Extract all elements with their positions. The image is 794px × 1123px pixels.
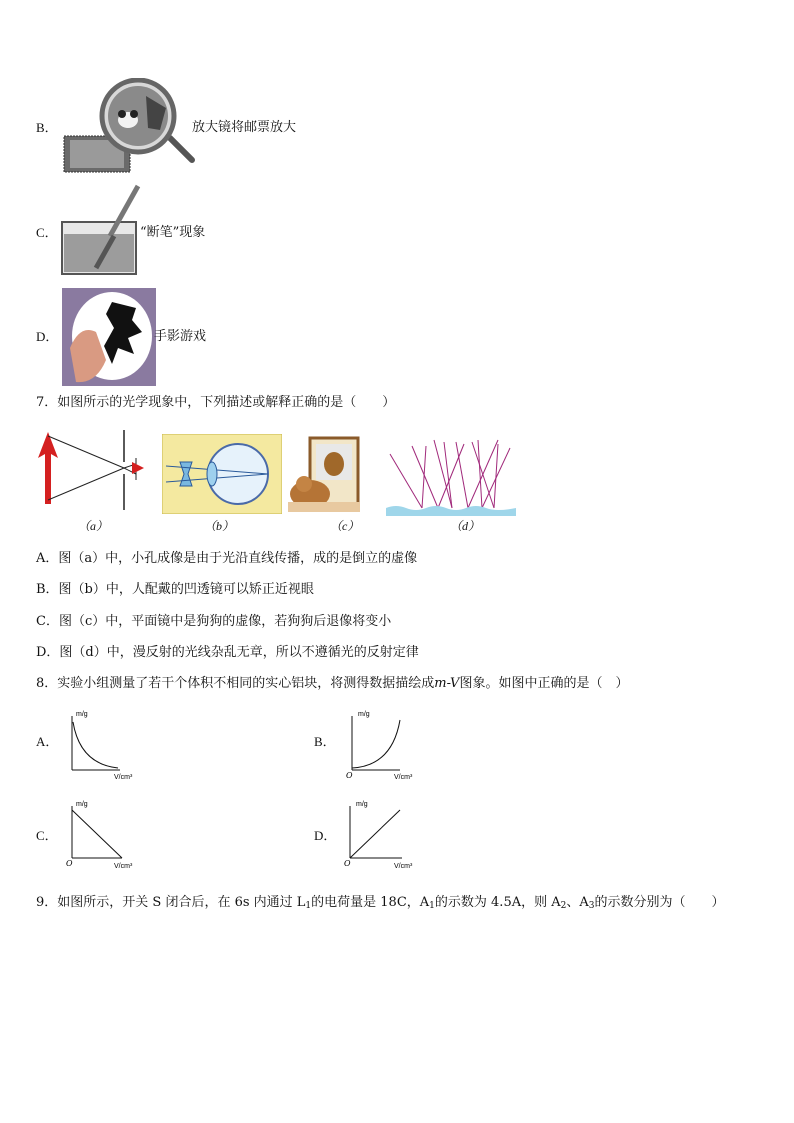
q9-text-5: 的示数分别为（ ） (594, 895, 725, 910)
rough-surface (386, 506, 516, 516)
q8-option-b-letter: B． (314, 734, 336, 749)
figure-a-caption: （a） (78, 519, 109, 533)
figure-d-diffuse-reflection (386, 436, 516, 516)
q8-option-a-letter: A． (36, 734, 59, 749)
graph-c-xlabel: V/cm³ (114, 863, 133, 870)
q9-sub-1: 1 (305, 901, 312, 911)
q6-option-d-text: 手影游戏 (154, 329, 207, 344)
graph-d-origin: O (344, 859, 351, 868)
q9-text-4: 、A (566, 895, 589, 910)
q8-option-c-letter: C． (36, 828, 58, 843)
figure-c-dog-mirror (288, 436, 360, 514)
graph-c-origin: O (66, 859, 73, 868)
magnifier-handle (170, 138, 192, 160)
q6-option-b-text: 放大镜将邮票放大 (192, 120, 297, 135)
q9-stem (36, 894, 725, 915)
graph-b-xlabel: V/cm³ (394, 774, 413, 781)
q6-option-d-letter: D． (36, 329, 59, 344)
q6-option-b-letter: B． (36, 120, 58, 135)
graph-a-ylabel: m/g (76, 711, 88, 718)
q7-option-d: D．图（d）中，漫反射的光线杂乱无章，所以不遵循光的反射定律 (36, 645, 419, 660)
q7-option-c: C．图（c）中，平面镜中是狗狗的虚像，若狗狗后退像将变小 (36, 614, 392, 629)
graph-b-origin: O (346, 771, 353, 780)
q8-stem-suffix: 图象。如图中正确的是（ ） (459, 676, 629, 691)
q7-option-a: A．图（a）中，小孔成像是由于光沿直线传播，成的是倒立的虚像 (36, 551, 418, 566)
q9-text-2: 的电荷量是 18C，A (311, 895, 430, 910)
q8-stem-prefix: 8．实验小组测量了若干个体积不相同的实心铝块，将测得数据描绘成 (36, 676, 435, 691)
candle-arrow (38, 432, 58, 504)
figure-b-caption: （b） (204, 519, 235, 533)
q8-stem (36, 675, 628, 693)
q9-sub-2: 1 (429, 901, 435, 911)
graph-b (342, 706, 422, 782)
graph-d (340, 798, 420, 874)
graph-d-ylabel: m/g (356, 801, 368, 808)
figure-c-caption: （c） (330, 519, 360, 533)
q9-text-1: 9．如图所示，开关 S 闭合后，在 6s 内通过 L (36, 895, 306, 910)
figure-d-caption: （d） (450, 519, 481, 533)
hand-shadow-image (62, 288, 156, 386)
graph-d-xlabel: V/cm³ (394, 863, 413, 870)
q7-option-b: B．图（b）中，人配戴的凹透镜可以矫正近视眼 (36, 582, 314, 597)
q8-option-d-letter: D． (314, 828, 337, 843)
graph-c (62, 798, 142, 874)
magnifier-stamp-image (62, 78, 196, 178)
q6-option-c-text: “断笔”现象 (140, 225, 206, 240)
graph-d-line (350, 810, 400, 858)
q7-stem: 7．如图所示的光学现象中，下列描述或解释正确的是（ ） (36, 395, 396, 410)
graph-a (62, 706, 142, 782)
q9-sub-3: 2 (560, 901, 567, 911)
figure-b-eye-lens (162, 434, 282, 514)
graph-a-xlabel: V/cm³ (114, 774, 133, 781)
figure-a-pinhole (36, 428, 148, 512)
q8-stem-variable: m-V (434, 676, 460, 691)
inverted-image (132, 462, 144, 474)
graph-c-ylabel: m/g (76, 801, 88, 808)
graph-b-curve (352, 720, 400, 768)
graph-a-curve (73, 722, 118, 768)
graph-c-line (72, 810, 122, 858)
broken-pencil-beaker-image (60, 184, 144, 276)
q9-sub-4: 3 (588, 901, 595, 911)
q6-option-c-letter: C． (36, 225, 58, 240)
graph-b-ylabel: m/g (358, 711, 370, 718)
q9-text-3: 的示数为 4.5A，则 A (434, 895, 561, 910)
